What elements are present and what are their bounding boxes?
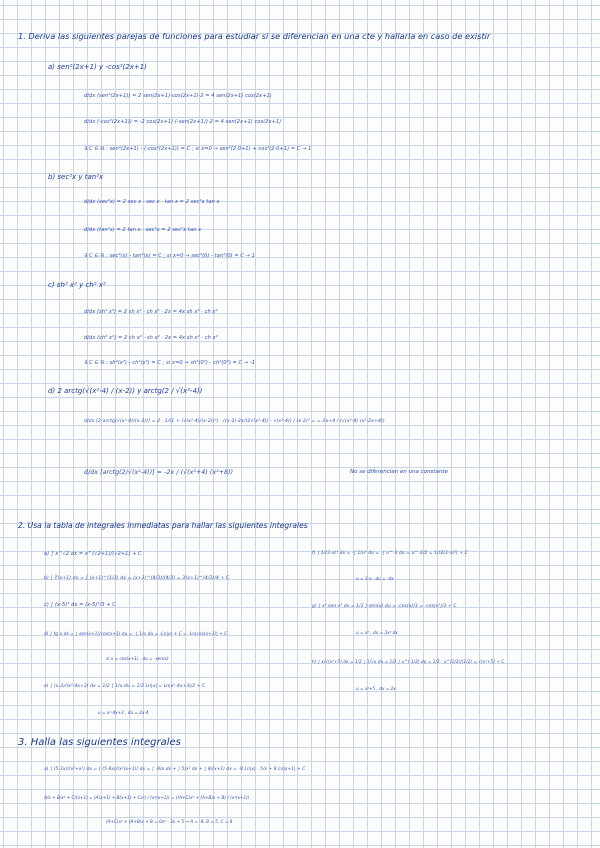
item-1d-label: d) 2 arctg(√(x²-4) / (x-2)) y arctg(2 / √(x²-4)) (48, 387, 203, 395)
item-1a-line2: d/dx (-cos²(2x+1)) = -2 cos(2x+1)·(-sen(2x+1))·2 = 4 sen(2x+1) cos(2x+1) (84, 119, 282, 125)
item-2f: f) ∫ 1/(3-x)³ dx = -∫ 1/u³ du = -∫ u^-3 du = u^-2/2 = 1/(2(3-x)²) + C (312, 551, 468, 556)
section-2-title: 2. Usa la tabla de integrales inmediatas para hallar las siguientes integrales (18, 521, 308, 530)
item-2e-substitution: u = x²-4x+3 , du = 2x-4 (98, 710, 149, 715)
item-2d: d) ∫ tg x dx = ∫ sen(x+1)/cos(x+1) du = -∫ 1/u du = -Ln|u| + C = -Ln|cos(x+1)| + C (44, 631, 228, 636)
item-1d-note: No se diferencian en una constante (350, 469, 448, 475)
section-3-title: 3. Halla las siguientes integrales (18, 737, 181, 748)
section-1-title: 1. Deriva las siguientes parejas de funciones para estudiar si se diferencian en una cte y hallarla en caso de existir (18, 31, 491, 41)
item-2b: b) ∫ ∛(x+1) dx = ∫ (x+1)^(1/3) dx = (x+1)^(4/3)/(4/3) = 3(x+1)^(4/3)/4 + C (44, 576, 230, 581)
item-2h-substitution: u = x²+5 , du = 2x (356, 686, 396, 691)
item-3a-decomposition: A/x + B/x² + C/(x+1) = (A(x+1) + B(x+1) + Cx²) / (x²(x+1)) = ((A+C)x² + (A+B)x + B) / (x²(x+1)) (44, 795, 250, 800)
item-2g-substitution: u = x³ , du = 3x² dx (356, 630, 398, 635)
item-2g: g) ∫ x² sen x³ dx = 1/3 ∫ sen(u) du = -cos(u)/3 = -cos(x³)/3 + C (312, 604, 457, 609)
item-1b-line3: ∃ C ∈ ℝ : sec²(x) - tan²(x) = C ; si x=0 → sec²(0) - tan²(0) = C → 1 (84, 253, 255, 259)
item-2f-substitution: u = 3-x , du = -dx (356, 576, 394, 581)
item-2a: a) ∫ x^√2 dx = x^(√2+1)/(√2+1) + C (44, 551, 142, 557)
item-1b-line1: d/dx (sec²x) = 2 sec x · sec x · tan x = 2 sec²x tan x (84, 199, 220, 205)
item-1d-line2: d/dx [arctg(2/√(x²-4))] = -2x / (√(x²+4) (x²+8)) (84, 469, 234, 476)
item-1b-label: b) sec²x y tan²x (48, 173, 104, 181)
item-1a-label: a) sen²(2x+1) y -cos²(2x+1) (48, 63, 147, 71)
item-2e: e) ∫ (x-2)/(x²-4x+3) dx = 1/2 ∫ 1/u du = 1/2 Ln|u| = Ln|x²-4x+3|/2 + C (44, 684, 206, 689)
item-1b-line2: d/dx (tan²x) = 2 tan x · sec²x = 2 sec²x tan x (84, 227, 202, 233)
item-2c: c) ∫ (x-5)² dx = (x-5)³/3 + C (44, 602, 116, 608)
item-1c-label: c) sh² x² y ch² x² (48, 281, 106, 289)
item-2h: h) ∫ x/√(x²+5) dx = 1/2 ∫ 1/√u du = 1/2 ∫ u^(-1/2) du = 1/2 · u^(1/2)/(1/2) = √(x²+5) + C (312, 659, 505, 664)
item-1c-line2: d/dx (ch² x²) = 2 ch x² · sh x² · 2x = 4x sh x² · ch x² (84, 335, 218, 341)
item-1c-line3: ∃ C ∈ ℝ : sh²(x²) - ch²(x²) = C ; si x=0 → sh²(0²) - ch²(0²) = C → -1 (84, 360, 255, 366)
item-1a-line1: d/dx (sen²(2x+1)) = 2 sen(2x+1)·cos(2x+1)·2 = 4 sen(2x+1) cos(2x+1) (84, 93, 272, 99)
item-3a: a) ∫ (5-3x)/(x³+x²) dx = ∫ (5-8x)/(x²(x+1)) dx = ∫ -8/x dx + ∫ 5/x² dx + ∫ 8/(x+1) dx = -8 Ln|x| - 5/x + 8 Ln|x+1| + C (44, 767, 306, 772)
item-3a-coefficients: (A+C)x² + (A+B)x + B = 0x² - 3x + 5 → A = -8, B = 5, C = 8 (106, 819, 233, 824)
item-1a-line3: ∃ C ∈ ℝ : sen²(2x+1) - (-cos²(2x+1)) = C ; si x=0 → sen²(2·0+1) + cos²(2·0+1) = C → 1 (84, 146, 312, 152)
item-1d-line1: d/dx [2 arctg(√(x²-4)/(x-2))] = 2 · 1/(1 + (√(x²-4)/(x-2))²) · ((x-2)·2x/(2√(x²-4)) - √(x²-4)) / (x-2)² = = 2x+4 / (√(x²-4) (x²-2x+4)) (84, 419, 385, 424)
item-2d-substitution: si u = cos(x+1) , du = -sen(x) (106, 656, 169, 661)
item-1c-line1: d/dx (sh² x²) = 2 sh x² · ch x² · 2x = 4x sh x² · ch x² (84, 309, 218, 315)
